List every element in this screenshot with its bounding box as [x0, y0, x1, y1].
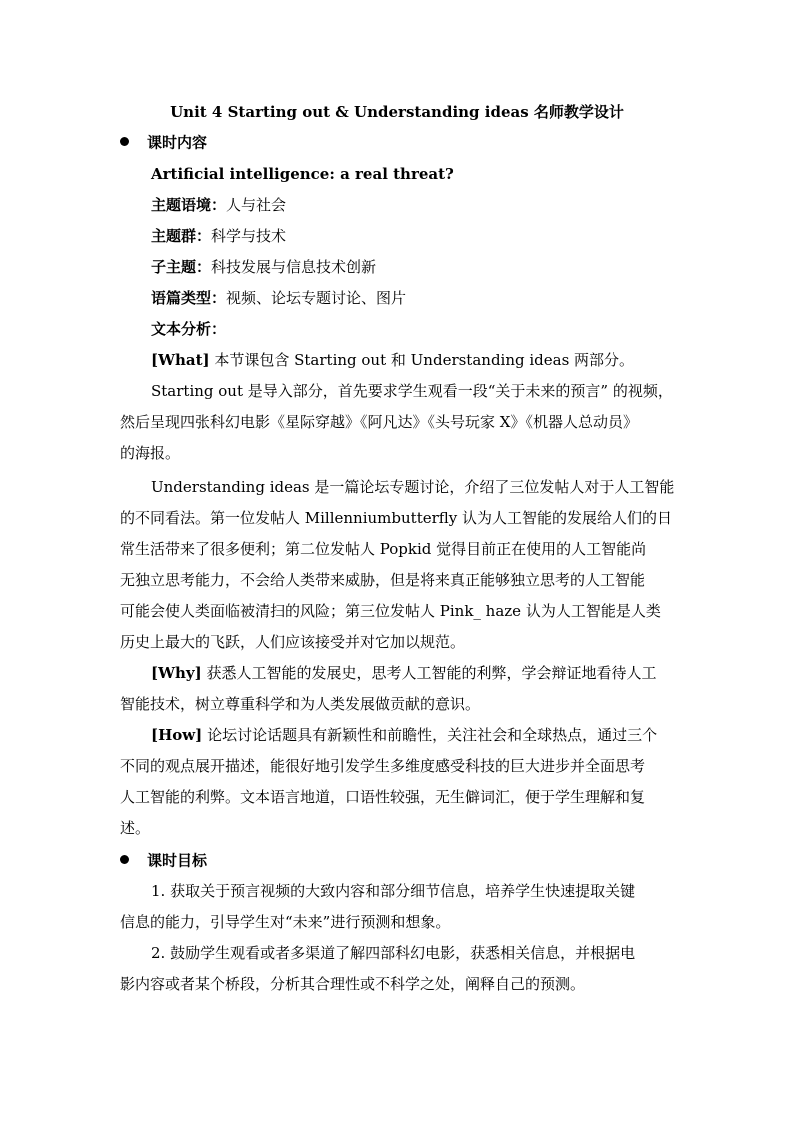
goal-2: 2. 鼓励学生观看或者多渠道了解四部科幻电影，获悉相关信息，并根据电: [151, 944, 636, 962]
why-tag: [Why]: [151, 664, 202, 682]
paragraph-line: 的海报。: [120, 444, 181, 462]
section-heading: 课时内容: [147, 133, 208, 152]
field-label: 子主题：: [151, 258, 212, 276]
field-subtheme: [151, 256, 376, 278]
paragraph-line: 智能技术，树立尊重科学和为人类发展做贡献的意识。: [120, 695, 481, 713]
goal-1: 1. 获取关于预言视频的大致内容和部分细节信息，培养学生快速提取关键: [151, 882, 636, 900]
field-value: 视频、论坛专题讨论、图片: [226, 289, 407, 307]
field-label: 主题语境：: [151, 196, 227, 214]
paragraph-line: 影内容或者某个桥段，分析其合理性或不科学之处，阐释自己的预测。: [120, 975, 586, 993]
paragraph-line: Understanding ideas 是一篇论坛专题讨论，介绍了三位发帖人对于人工智能: [151, 478, 675, 496]
paragraph-line: 人工智能的利弊。文本语言地道，口语性较强，无生僻词汇，便于学生理解和复: [120, 788, 646, 806]
bullet-icon: [120, 855, 129, 864]
paragraph-line: 不同的观点展开描述，能很好地引发学生多维度感受科技的巨大进步并全面思考: [120, 757, 646, 775]
paragraph-line: Starting out 是导入部分，首先要求学生观看一段“关于未来的预言” 的视频，: [151, 382, 673, 400]
what-tag: [What]: [151, 351, 210, 369]
how-paragraph: [151, 724, 657, 746]
topic-title: Artificial intelligence: a real threat?: [151, 165, 454, 183]
field-text-analysis: [151, 318, 226, 340]
field-label: 主题群：: [151, 227, 212, 245]
document-title: Unit 4 Starting out & Understanding ideas 名师教学设计: [170, 103, 624, 121]
field-theme-context: [151, 194, 286, 216]
how-text: 论坛讨论话题具有新颖性和前瞻性，关注社会和全球热点，通过三个: [202, 726, 658, 744]
what-paragraph: [151, 349, 634, 371]
field-value: 科技发展与信息技术创新: [211, 258, 377, 276]
what-text: 本节课包含 Starting out 和 Understanding ideas 两部分。: [209, 351, 635, 369]
paragraph-line: 的不同看法。第一位发帖人 Millenniumbutterfly 认为人工智能的发展给人们的日: [120, 509, 673, 527]
why-text: 获悉人工智能的发展史，思考人工智能的利弊，学会辩证地看待人工: [201, 664, 657, 682]
section-course-content: [120, 131, 207, 153]
field-value: 人与社会: [226, 196, 287, 214]
paragraph-line: 常生活带来了很多便利；第二位发帖人 Popkid 觉得目前正在使用的人工智能尚: [120, 540, 647, 558]
field-text-type: [151, 287, 406, 309]
paragraph-line: 然后呈现四张科幻电影《星际穿越》《阿凡达》《头号玩家 X》《机器人总动员》: [120, 413, 638, 431]
field-theme-group: [151, 225, 286, 247]
why-paragraph: [151, 662, 656, 684]
paragraph-line: 可能会使人类面临被清扫的风险；第三位发帖人 Pink_ haze 认为人工智能是人类: [120, 602, 661, 620]
bullet-icon: [120, 137, 129, 146]
field-label: 文本分析：: [151, 320, 227, 338]
field-label: 语篇类型：: [151, 289, 227, 307]
paragraph-line: 无独立思考能力，不会给人类带来威胁，但是将来真正能够独立思考的人工智能: [120, 571, 646, 589]
section-course-goals: [120, 849, 207, 871]
how-tag: [How]: [151, 726, 203, 744]
section-heading: 课时目标: [147, 851, 208, 870]
paragraph-line: 信息的能力，引导学生对“未来”进行预测和想象。: [120, 913, 451, 931]
paragraph-line: 述。: [120, 819, 151, 837]
paragraph-line: 历史上最大的飞跃，人们应该接受并对它加以规范。: [120, 633, 466, 651]
field-value: 科学与技术: [211, 227, 287, 245]
